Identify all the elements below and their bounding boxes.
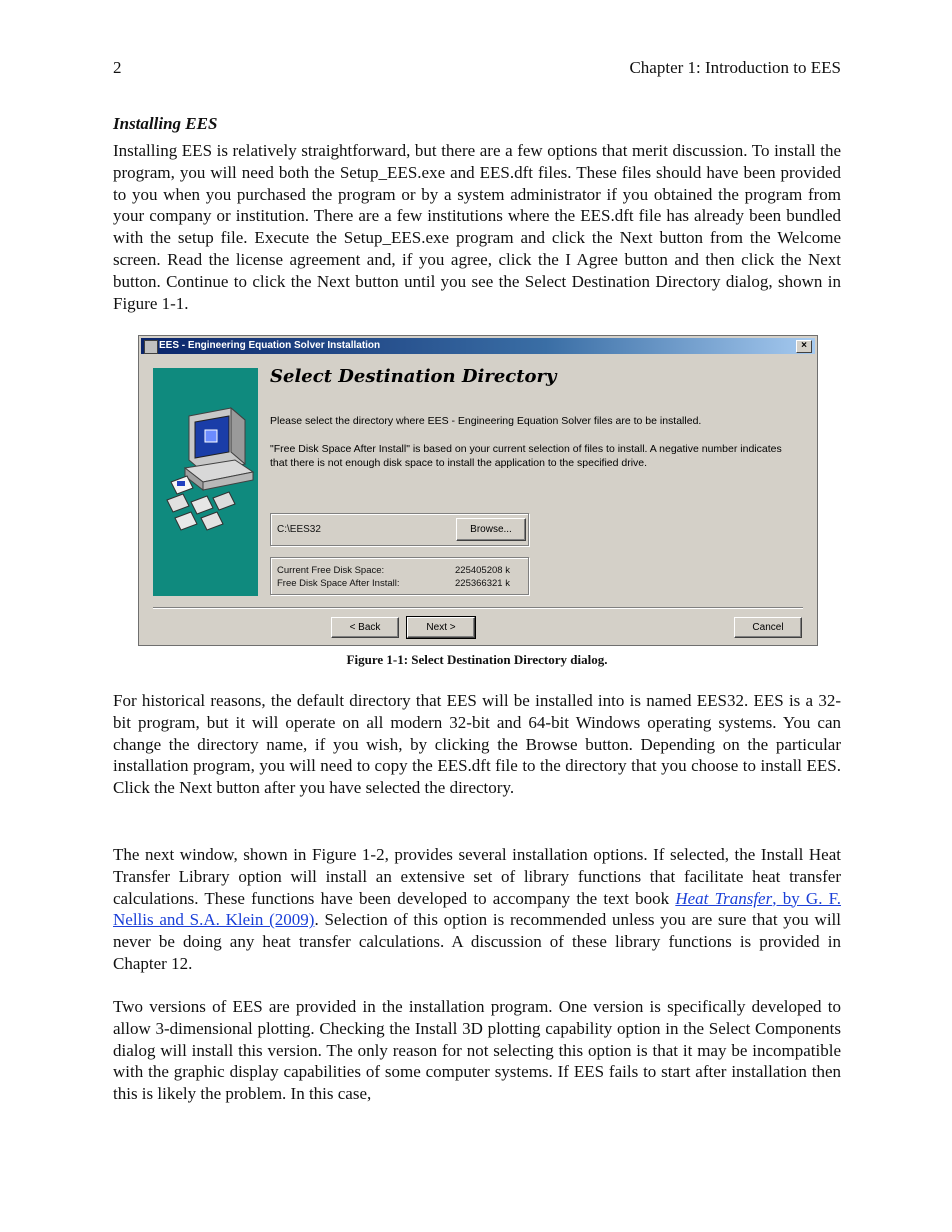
paragraph3-text-before: The next window, shown in Figure 1-2, provides several installation options. If selected, the Install Heat Transfer Library option will install an extensive set of library functions that facilitate heat transfer calculations. These functions have been developed to accompany the text book [113, 845, 841, 908]
dialog-window-title: EES - Engineering Equation Solver Installation [159, 340, 381, 351]
paragraph-installing: Installing EES is relatively straightforward, but there are a few options that merit discussion. To install the program, you will need both the Setup_EES.exe and EES.dft files. These files should have been provided to you when you purchased the program or by a system administrator if you obtained the program from your company or institution. There are a few institutions where the EES.dft file has already been bundled with the setup file. Execute the Setup_EES.exe program and click the Next button from the Welcome screen. Read the license agreement and, if you agree, click the I Agree button and then click the Next button. Continue to click the Next button until you see the Select Destination Directory dialog, shown in Figure 1-1. [113, 141, 841, 313]
computer-disks-icon [153, 368, 258, 596]
paragraph3-text-after: . Selection of this option is recommended unless you are sure that you will never be doing any heat transfer calculations. A discussion of these library functions is provided in Chapter 12. [113, 910, 841, 973]
installer-icon [144, 340, 158, 354]
close-icon[interactable]: × [796, 340, 812, 353]
page-header [113, 58, 841, 78]
disk-space-group [270, 557, 529, 595]
page-number: 2 [113, 58, 122, 77]
space-after-value: 225366321 k [455, 578, 510, 589]
installer-dialog-screenshot [138, 335, 818, 646]
paragraph-install-options [113, 844, 841, 975]
paragraph-default-directory: For historical reasons, the default directory that EES will be installed into is named EES32. EES is a 32-bit program, but it will operate on all modern 32-bit and 64-bit Windows operating systems. You can change the directory name, if you wish, by clicking the Browse button. Depending on the particular installation program, you will need to copy the EES.dft file to the directory that you choose to install EES. Click the Next button after you have selected the directory. [113, 691, 841, 798]
back-button-label: < Back [349, 622, 381, 633]
dialog-instruction: Please select the directory where EES - Engineering Equation Solver files are to be installed. [270, 415, 702, 427]
next-button[interactable] [407, 617, 475, 638]
book-title: Heat Transfer [675, 888, 773, 908]
dialog-heading: Select Destination Directory [270, 366, 557, 387]
space-after-label: Free Disk Space After Install: [277, 578, 400, 589]
free-space-label: Current Free Disk Space: [277, 565, 385, 576]
destination-directory-group [270, 513, 529, 546]
back-button[interactable] [331, 617, 399, 638]
cancel-button-label: Cancel [752, 622, 784, 633]
browse-button-label: Browse... [470, 524, 512, 535]
figure-caption: Figure 1-1: Select Destination Directory dialog. [346, 652, 608, 667]
dialog-note: "Free Disk Space After Install" is based on your current selection of files to install. A negative number indicates that there is not enough disk space to install the application to the specified drive. [270, 443, 782, 469]
installer-banner [153, 368, 258, 596]
dialog-titlebar [141, 338, 815, 354]
free-space-value: 225405208 k [455, 565, 510, 576]
paragraph-3d-plotting: Two versions of EES are provided in the installation program. One version is specifically developed to allow 3-dimensional plotting. Checking the Install 3D plotting capability option in the Select Components dialog will install this version. The only reason for not selecting this option is that it may be incompatible with the graphic display capabilities of some computer systems. If EES fails to start after installation then this is likely the problem. In this case, [113, 997, 841, 1104]
book-authors: , by G. F. Nellis and S.A. Klein (2009) [113, 888, 842, 930]
chapter-title: Chapter 1: Introduction to EES [629, 58, 841, 77]
dialog-separator [153, 607, 803, 609]
browse-button[interactable] [456, 518, 526, 541]
next-button-label: Next > [426, 622, 456, 633]
section-title: Installing EES [113, 114, 218, 133]
cancel-button[interactable] [734, 617, 802, 638]
directory-path: C:\EES32 [277, 524, 321, 535]
